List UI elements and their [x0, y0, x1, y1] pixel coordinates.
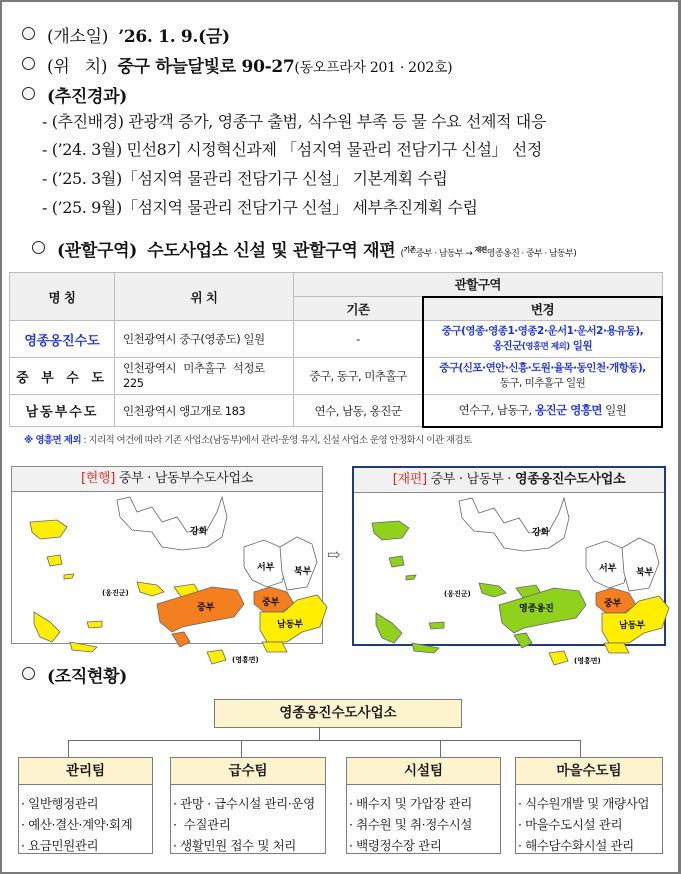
progress-item-text: 관광객 증가, 영종구 출범, 식수원 부족 등 물 수요 선제적 대응 [128, 112, 546, 131]
map-reorganized-title: [재편] 중부 · 남동부 · 영종옹진수도사업소 [354, 468, 664, 493]
island [372, 521, 409, 540]
row-existing: - [294, 321, 424, 358]
ganghwa-region [117, 497, 227, 550]
label-ongjin: (옹진군) [102, 589, 129, 597]
footnote-text: : 지리적 여건에 따라 기존 사업소(남동부)에서 관리·운영 유지, 신설 사업소 운영 안정화시 이관 재검토 [80, 435, 472, 446]
label-yeongheung: (영흥면) [232, 656, 259, 664]
map-current-title: [현행] 중부 · 남동부수도사업소 [12, 467, 322, 492]
team-duties: · 관망 · 급수시설 관리·운영 · 수질관리 · 생활민원 접수 및 처리 [173, 796, 315, 853]
island [64, 574, 74, 579]
footnote [24, 432, 472, 446]
bullet-circle-icon [22, 667, 35, 680]
team-name: 급수팀 [171, 758, 325, 785]
team-box [346, 757, 501, 854]
progress-item-prefix: - (추진배경) [42, 112, 124, 131]
map-reorganized-graphic [354, 493, 664, 665]
map-current [11, 466, 323, 664]
label-ongjin: (옹진군) [444, 590, 471, 598]
right-arrow-icon: ⇨ [327, 545, 341, 564]
header-existing: 기존 [294, 297, 424, 321]
label-namdongbu: 남동부 [619, 621, 646, 631]
header-zone: 관할구역 [294, 273, 663, 297]
team-duties: · 식수원개발 및 개량사업 · 마을수도시설 관리 · 해수담수화시설 관리 [518, 796, 650, 853]
header-name: 명 칭 [10, 273, 115, 321]
location-row [22, 52, 452, 77]
label-yeongheung: (영흥면) [574, 657, 601, 665]
progress-item [42, 109, 546, 132]
organization-label: (조직현황) [47, 667, 127, 687]
team-duties: · 일반행정관리 · 예산·결산·계약·회계 · 요금민원관리 [21, 796, 133, 853]
progress-item [42, 137, 542, 160]
island [70, 642, 97, 652]
location-detail: (동오프라자 201 · 202호) [294, 60, 453, 76]
progress-item [42, 195, 478, 218]
opening-label: (개소일) [47, 27, 109, 47]
island [412, 643, 439, 653]
header-location: 위 치 [115, 273, 294, 321]
progress-item-text: 「섬지역 물관리 전담기구 신설」 세부추진계획 수립 [121, 198, 478, 217]
island [406, 575, 416, 580]
label-yeongjong-island: 영종옹진 [519, 604, 554, 614]
row-name: 영종옹진수도 [10, 321, 115, 358]
org-connector [580, 740, 581, 757]
row-name: 남동부수도 [10, 395, 115, 427]
island [389, 556, 404, 567]
organization-heading [22, 662, 127, 687]
table-row [10, 321, 663, 358]
org-connector [440, 740, 441, 757]
row-location: 인천광역시 미추홀구 석정로 225 [115, 358, 294, 395]
island [30, 520, 67, 539]
org-connector [241, 740, 242, 757]
bukbu-region [280, 537, 317, 590]
progress-item [42, 166, 447, 189]
bullet-circle-icon [22, 87, 35, 100]
progress-item-prefix: - (’24. 3월) [42, 140, 122, 159]
org-connector [68, 740, 581, 741]
location-value: 중구 하늘달빛로 90-27 [117, 57, 295, 77]
progress-label: (추진경과) [47, 87, 127, 107]
opening-date-row [22, 22, 230, 47]
label-seobu: 서부 [257, 563, 275, 573]
org-connector [319, 727, 320, 741]
bullet-circle-icon [32, 241, 45, 254]
table-row [10, 358, 663, 395]
island [87, 621, 102, 628]
team-duties: · 배수지 및 가압장 관리 · 취수원 및 취·정수시설 · 백령정수장 관리 [349, 796, 472, 853]
jurisdiction-heading [32, 236, 576, 261]
row-changed: 중구(신포·연안·신흥·도원·율목·동인천·개항동), 동구, 미추홀구 일원 [423, 358, 662, 395]
team-box [515, 757, 663, 854]
jurisdiction-title: 수도사업소 신설 및 관할구역 재편 [147, 241, 396, 261]
team-box [18, 757, 153, 854]
island [376, 613, 402, 643]
label-seobu: 서부 [599, 564, 617, 574]
yeongjong-island-south [514, 633, 532, 648]
row-name: 중 부 수 도 [10, 358, 115, 395]
org-head-box: 영종옹진수도사업소 [214, 699, 462, 728]
island [479, 583, 506, 597]
team-name: 시설팀 [347, 758, 500, 785]
footnote-mark: ※ 영흥면 제외 [24, 435, 81, 446]
island [429, 622, 444, 629]
row-location: 인천광역시 앵고개로 183 [115, 395, 294, 427]
map-reorganized [352, 466, 666, 665]
row-changed: 연수구, 남동구, 옹진군 영흥면 일원 [423, 395, 662, 427]
progress-item-text: 민선8기 시정혁신과제 「섬지역 물관리 전담기구 신설」 선정 [126, 140, 542, 159]
row-existing: 중구, 동구, 미추홀구 [294, 358, 424, 395]
team-name: 관리팀 [19, 758, 152, 785]
island [34, 612, 60, 642]
team-box [170, 757, 326, 854]
progress-item-prefix: - (’25. 3월) [42, 169, 122, 188]
row-existing: 연수, 남동, 옹진군 [294, 395, 424, 427]
label-ganghwa: 강화 [532, 528, 550, 538]
progress-heading [22, 82, 127, 107]
progress-item-text: 「섬지역 물관리 전담기구 신설」 기본계획 수립 [121, 169, 448, 188]
org-connector [68, 740, 69, 757]
team-name: 마을수도팀 [516, 758, 662, 785]
progress-item-prefix: - (’25. 9월) [42, 198, 122, 217]
header-changed: 변경 [423, 297, 662, 321]
label-namdongbu: 남동부 [277, 620, 304, 630]
island [137, 582, 164, 596]
jurisdiction-note: ($^{기존}$중부 · 남동부 → $^{재편}$영종옹진 · 중부 · 남동부) [400, 246, 577, 259]
label-yeongjong-island: 중부 [197, 603, 215, 613]
map-current-graphic [12, 492, 322, 664]
ganghwa-region [459, 498, 569, 551]
label-jungbu: 중부 [604, 599, 622, 609]
opening-value: ’26. 1. 9.(금) [118, 27, 230, 47]
island [47, 555, 62, 566]
location-label: (위 치) [47, 57, 108, 77]
row-changed: 중구(영종·영종1·영종2·운서1·운서2·용유동), 옹진군(영흥면 제외) 일원 [423, 321, 662, 358]
bullet-circle-icon [22, 27, 35, 40]
jurisdiction-label: (관할구역) [57, 241, 137, 261]
table-row [10, 395, 663, 427]
bukbu-region [622, 538, 659, 591]
label-ganghwa: 강화 [190, 527, 208, 537]
row-location: 인천광역시 중구(영종도) 일원 [115, 321, 294, 358]
bullet-circle-icon [22, 57, 35, 70]
label-bukbu: 북부 [294, 567, 312, 577]
label-bukbu: 북부 [636, 568, 654, 578]
label-jungbu: 중부 [262, 598, 280, 608]
jurisdiction-table [9, 272, 663, 428]
